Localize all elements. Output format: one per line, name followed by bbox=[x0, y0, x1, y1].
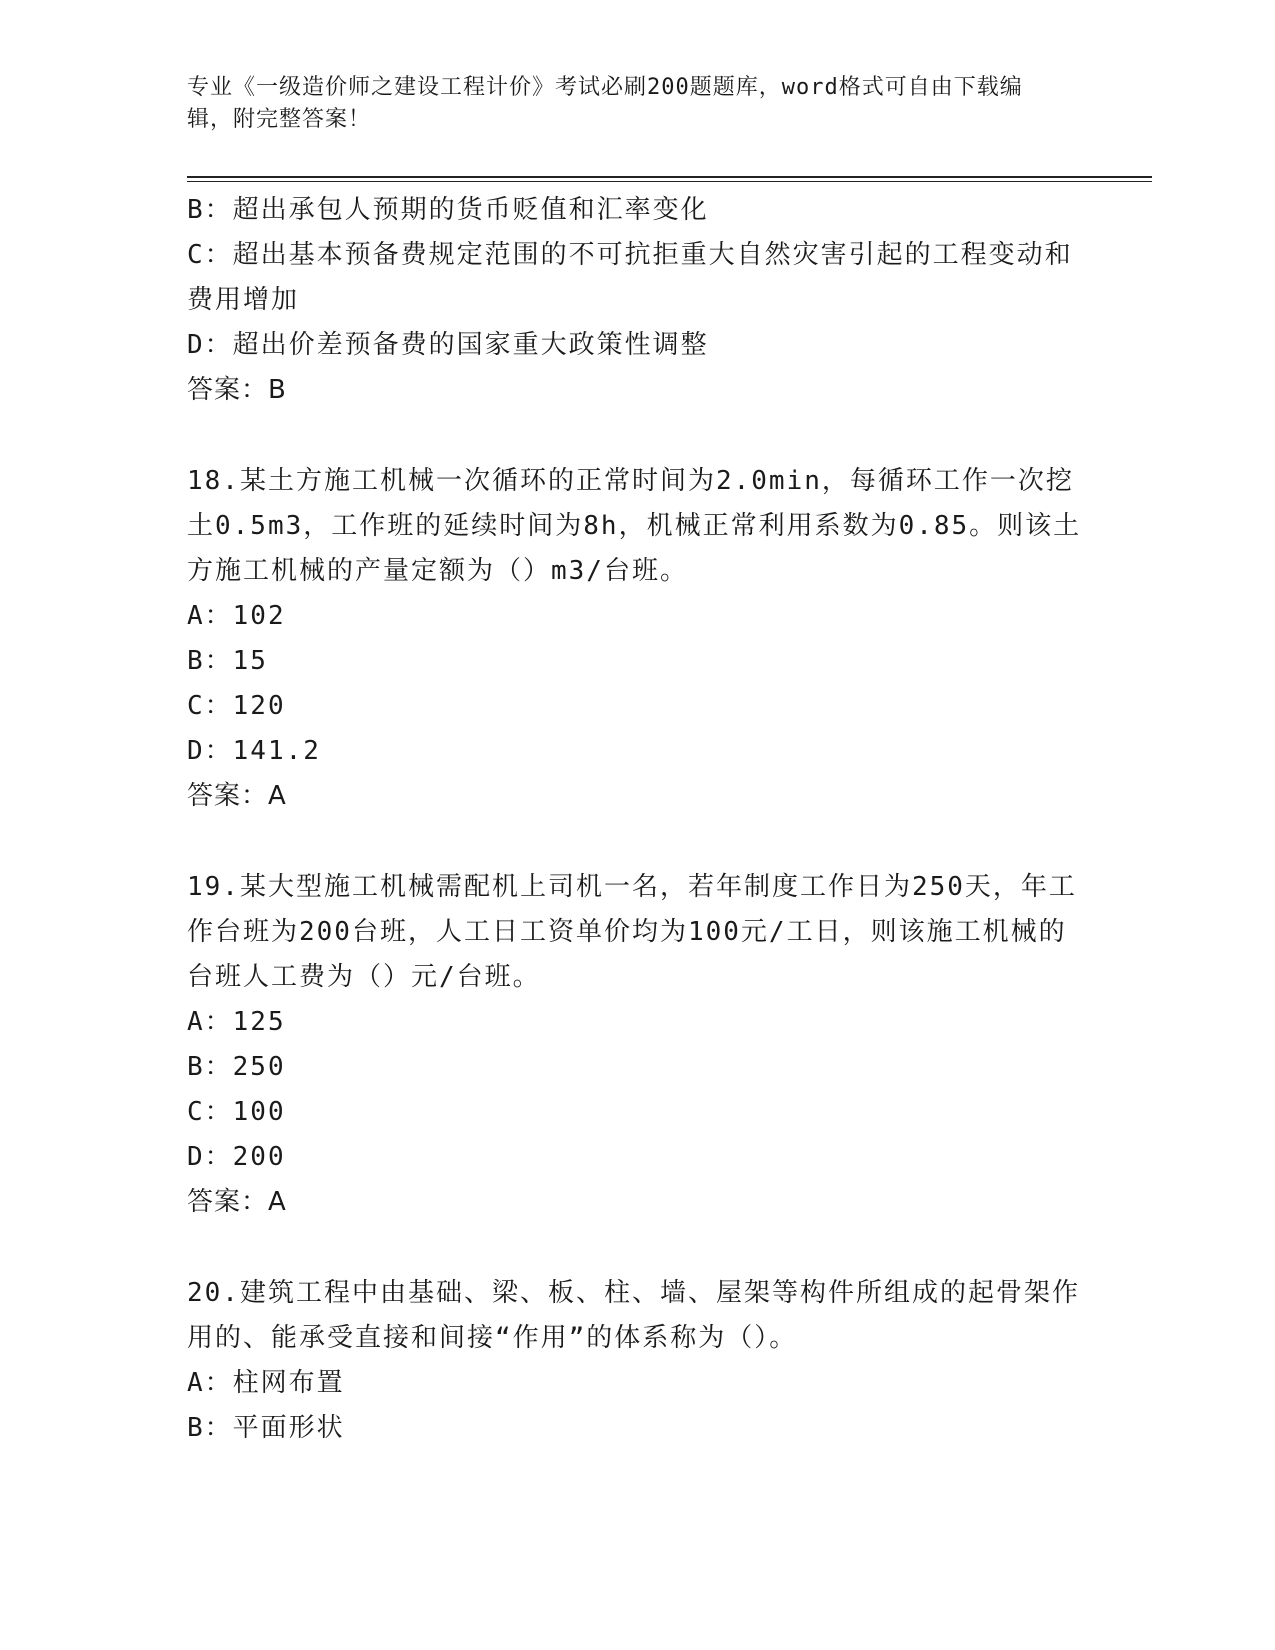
document-header: 专业《一级造价师之建设工程计价》考试必刷200题题库，word格式可自由下载编辑，附完整答案！ bbox=[187, 75, 1023, 132]
option-a: A：125 bbox=[187, 1007, 286, 1037]
header-divider-thick bbox=[187, 176, 1152, 178]
question-content bbox=[187, 188, 1087, 1451]
answer-line: 答案：A bbox=[187, 781, 287, 811]
option-c: C：120 bbox=[187, 691, 286, 721]
answer-line: 答案：A bbox=[187, 1187, 287, 1217]
answer-line: 答案：B bbox=[187, 375, 287, 405]
question-19-stem: 19.某大型施工机械需配机上司机一名，若年制度工作日为250天，年工作台班为200台班，人工日工资单价均为100元/工日，则该施工机械的台班人工费为（）元/台班。 bbox=[187, 872, 1077, 992]
option-a: A：102 bbox=[187, 601, 286, 631]
spacer bbox=[187, 413, 1087, 459]
option-d: D：超出价差预备费的国家重大政策性调整 bbox=[187, 330, 709, 360]
spacer bbox=[187, 819, 1087, 865]
question-18-block bbox=[187, 459, 1087, 819]
option-b: B：250 bbox=[187, 1052, 286, 1082]
option-b: B：平面形状 bbox=[187, 1413, 345, 1443]
option-b: B：超出承包人预期的货币贬值和汇率变化 bbox=[187, 195, 709, 225]
option-c: C：超出基本预备费规定范围的不可抗拒重大自然灾害引起的工程变动和费用增加 bbox=[187, 240, 1073, 315]
option-c: C：100 bbox=[187, 1097, 286, 1127]
option-d: D：141.2 bbox=[187, 736, 321, 766]
question-20-stem: 20.建筑工程中由基础、梁、板、柱、墙、屋架等构件所组成的起骨架作用的、能承受直接和间接“作用”的体系称为（）。 bbox=[187, 1278, 1080, 1353]
option-b: B：15 bbox=[187, 646, 268, 676]
header-divider-thin bbox=[187, 181, 1152, 182]
spacer bbox=[187, 1225, 1087, 1271]
question-19-block bbox=[187, 865, 1087, 1225]
option-d: D：200 bbox=[187, 1142, 286, 1172]
question-20-block bbox=[187, 1271, 1087, 1451]
option-a: A：柱网布置 bbox=[187, 1368, 345, 1398]
question-18-stem: 18.某土方施工机械一次循环的正常时间为2.0min，每循环工作一次挖土0.5m3，工作班的延续时间为8h，机械正常利用系数为0.85。则该土方施工机械的产量定额为（）m3/台班。 bbox=[187, 466, 1082, 586]
previous-question-block bbox=[187, 188, 1087, 413]
